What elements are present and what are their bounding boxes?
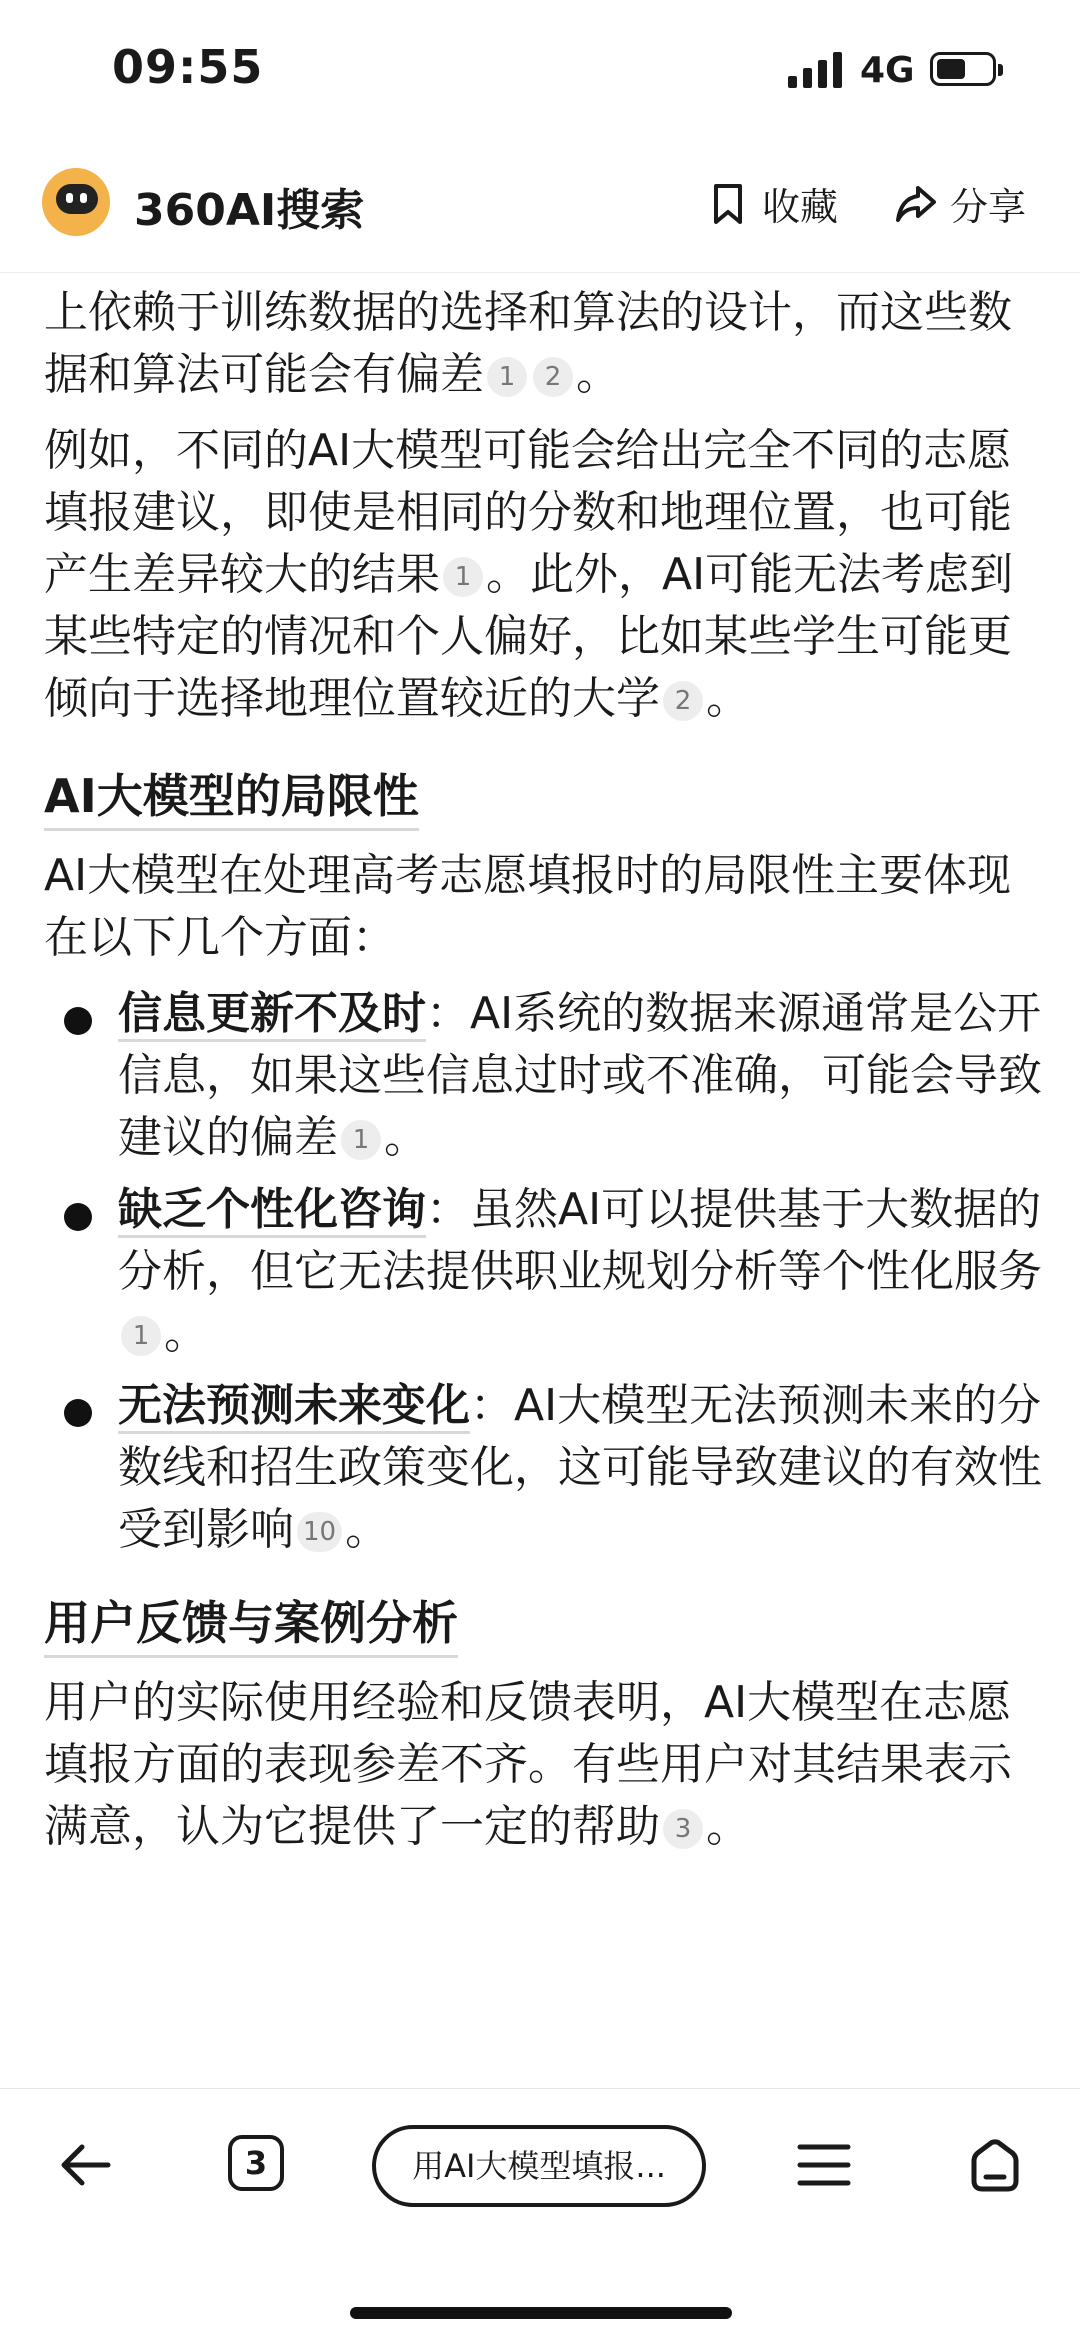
bookmark-icon <box>706 182 750 226</box>
bullet-end: 。 <box>384 1112 428 1163</box>
list-item <box>44 983 1044 1169</box>
battery-icon <box>930 52 996 86</box>
bullet-end: 。 <box>164 1308 208 1359</box>
list-item <box>44 1179 1044 1365</box>
app-header <box>0 160 1080 273</box>
section-intro: AI大模型在处理高考志愿填报时的局限性主要体现在以下几个方面： <box>44 850 1012 963</box>
paragraph <box>44 420 1044 730</box>
bullet-text: ：AI大模型无法预测未来的分数线和招生政策变化，这可能导致建议的有效性受到影响 <box>118 1380 1042 1555</box>
share-button[interactable] <box>894 176 1026 231</box>
paragraph <box>44 282 1044 406</box>
paragraph-end: 。 <box>576 349 620 400</box>
network-type: 4G <box>860 50 915 91</box>
bullet-term: 缺乏个性化咨询 <box>118 1184 426 1238</box>
share-label: 分享 <box>950 185 1027 229</box>
bullet-text: ：AI系统的数据来源通常是公开信息，如果这些信息过时或不准确，可能会导致建议的偏差 <box>118 988 1042 1163</box>
citation-badge[interactable]: 1 <box>121 1316 161 1356</box>
status-time: 09:55 <box>112 40 264 94</box>
citation-badge[interactable]: 10 <box>297 1512 342 1552</box>
bullet-term: 信息更新不及时 <box>118 988 426 1042</box>
bullet-end: 。 <box>345 1504 390 1555</box>
bullet-term: 无法预测未来变化 <box>118 1380 470 1434</box>
app-logo-icon <box>42 168 110 236</box>
paragraph-text: 用户的实际使用经验和反馈表明，AI大模型在志愿填报方面的表现参差不齐。有些用户对其结果表示满意，认为它提供了一定的帮助 <box>44 1677 1012 1852</box>
paragraph-end: 。 <box>706 1801 750 1852</box>
citation-badge[interactable]: 1 <box>487 357 527 397</box>
bullet-list <box>44 983 1044 1561</box>
signal-icon <box>788 52 848 88</box>
answer-content <box>44 282 1044 1872</box>
home-icon[interactable] <box>966 2137 1024 2195</box>
brand-title: 360AI搜索 <box>134 185 365 236</box>
status-bar <box>0 0 1080 150</box>
section-heading: AI大模型的局限性 <box>44 766 419 831</box>
home-indicator[interactable] <box>350 2307 732 2319</box>
tabs-button[interactable]: 3 <box>228 2135 284 2191</box>
back-arrow-icon[interactable] <box>58 2137 114 2193</box>
paragraph-text: 例如，不同的AI大模型可能会给出完全不同的志愿填报建议，即使是相同的分数和地理位置，也可能产生差异较大的结果 <box>44 425 1012 600</box>
citation-badge[interactable]: 2 <box>533 357 573 397</box>
paragraph-text: 上依赖于训练数据的选择和算法的设计，而这些数据和算法可能会有偏差 <box>44 287 1012 400</box>
citation-badge[interactable]: 1 <box>443 557 483 597</box>
citation-badge[interactable]: 1 <box>341 1120 381 1160</box>
menu-icon[interactable] <box>796 2137 852 2193</box>
list-item <box>44 1375 1044 1561</box>
share-icon <box>894 182 938 226</box>
paragraph <box>44 1672 1044 1858</box>
bottom-toolbar <box>0 2088 1080 2338</box>
citation-badge[interactable]: 2 <box>663 681 703 721</box>
bookmark-label: 收藏 <box>762 185 839 229</box>
citation-badge[interactable]: 3 <box>663 1809 703 1849</box>
bookmark-button[interactable] <box>706 176 838 231</box>
paragraph-text: 。此外，AI可能无法考虑到某些特定的情况和个人偏好，比如某些学生可能更倾向于选择地理位置较近的大学 <box>44 549 1014 724</box>
paragraph-end: 。 <box>706 673 750 724</box>
bullet-text: ：虽然AI可以提供基于大数据的分析，但它无法提供职业规划分析等个性化服务 <box>118 1184 1042 1297</box>
search-query-pill[interactable]: 用AI大模型填报... <box>372 2125 706 2207</box>
section-heading: 用户反馈与案例分析 <box>44 1593 458 1658</box>
